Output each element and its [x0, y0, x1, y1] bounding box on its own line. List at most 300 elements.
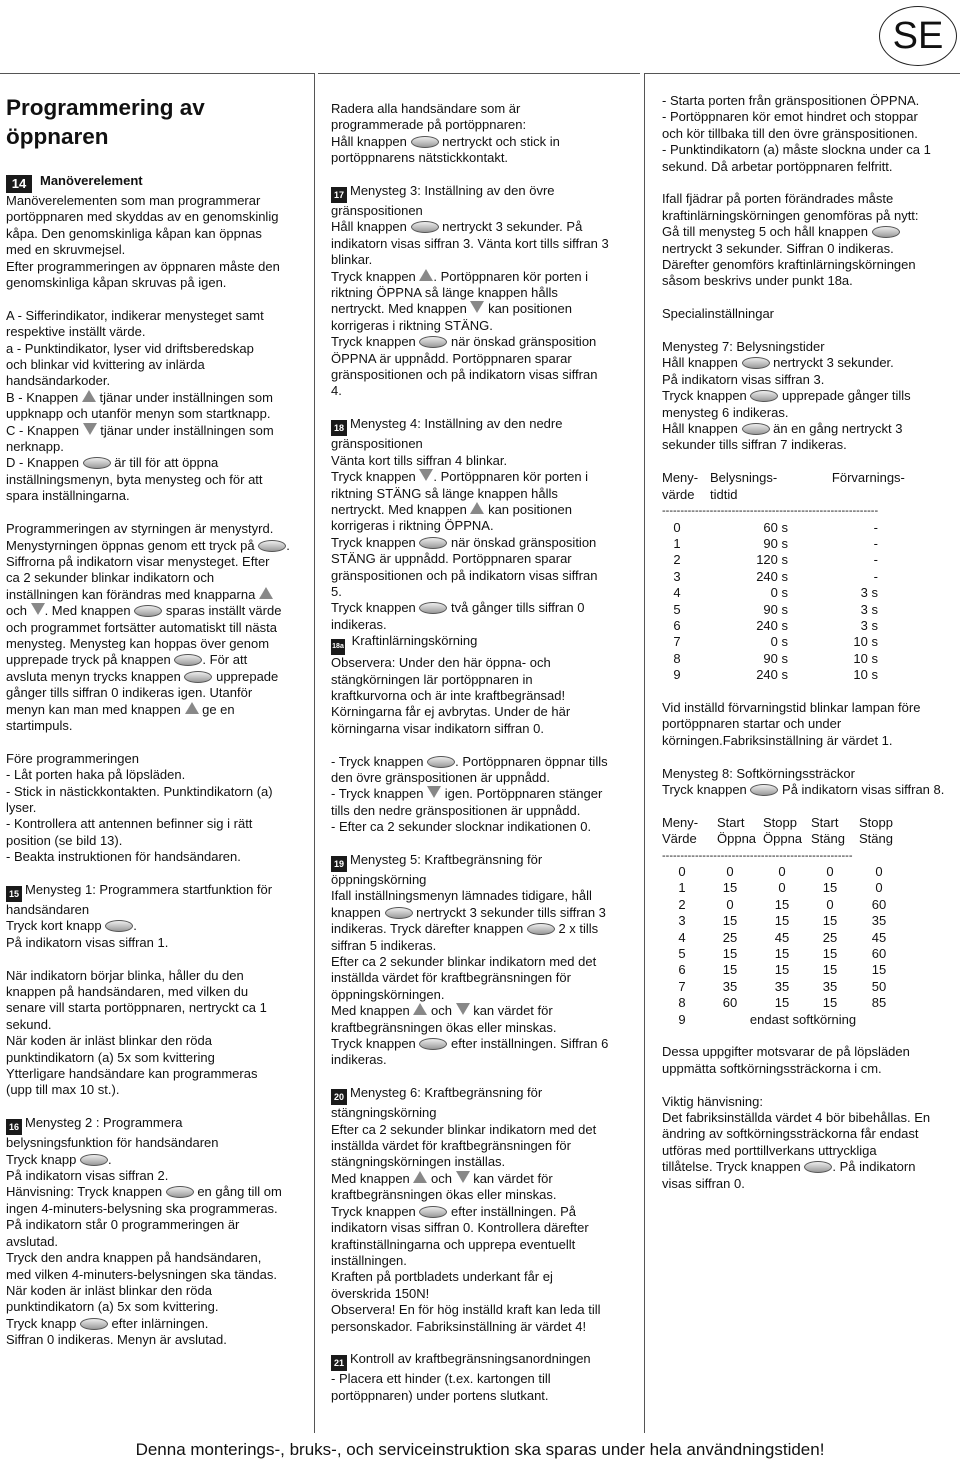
para: kraftkurvorna och är inte kraftbegränsad!: [331, 687, 566, 703]
down-arrow-icon: [470, 301, 484, 313]
heading-text: Menysteg 1: Programmera startfunktion för: [25, 882, 273, 897]
para: Vänta kort tills siffran 4 blinkar.: [331, 452, 508, 468]
para: [331, 600, 636, 616]
prog-button-icon: [750, 784, 778, 796]
prog-button-icon: [105, 920, 133, 932]
column-1: [6, 93, 306, 1349]
para: utföras med porttillverkans uttryckliga: [662, 1142, 877, 1158]
text: Tryck knappen: [331, 469, 420, 485]
text: Tryck knapp: [6, 1151, 80, 1167]
title-line: öppnaren: [6, 124, 109, 149]
para: [331, 1171, 636, 1187]
section-18-heading: [331, 416, 636, 436]
text: avsluta menyn trycks knappen: [6, 668, 185, 684]
table-cell: 15: [722, 946, 738, 962]
table-cell: 90 s: [763, 601, 788, 617]
table-cell: 45: [774, 929, 790, 945]
para: körningarna visar indikatorn siffran 0.: [331, 720, 544, 736]
table-cell: 0: [678, 863, 686, 879]
para: [662, 782, 958, 798]
down-arrow-icon: [83, 423, 97, 435]
para: menysteg 6 indikeras.: [662, 404, 789, 420]
special-heading: Specialinställningar: [662, 306, 775, 322]
table-cell: -: [873, 552, 878, 568]
before-prog: lyser.: [6, 799, 37, 815]
text: och: [427, 1003, 456, 1019]
text: och: [427, 1170, 456, 1186]
text: Tryck knappen: [331, 1036, 420, 1052]
para: Kraften på portbladets underkant får ej: [331, 1269, 553, 1285]
divider-line: [318, 73, 640, 74]
prog-button-icon: [385, 907, 413, 919]
page-title: [6, 93, 306, 151]
para: - Efter ca 2 sekunder slocknar indikationen 0.: [331, 819, 592, 835]
legend-b: uppknapp och utanför menyn som startknapp.: [6, 406, 271, 422]
para: [331, 535, 636, 551]
text: . Med knappen: [44, 603, 135, 619]
up-arrow-icon: [82, 390, 96, 402]
para: och programmet fortsätter automatiskt till nästa: [6, 619, 277, 635]
section-16-heading: belysningsfunktion för handsändaren: [6, 1135, 219, 1151]
heading-text: Menysteg 5: Kraftbegränsning för: [350, 852, 543, 867]
table-cell: 15: [722, 913, 738, 929]
table-cell: 50: [871, 978, 887, 994]
table-cell: 25: [722, 929, 738, 945]
para: Programmeringen av styrningen är menystyrd.: [6, 521, 274, 537]
section-number-21: 21: [331, 1355, 347, 1371]
prog-button-icon: [527, 923, 555, 935]
table-cell: 15: [822, 913, 838, 929]
section-number-15: 15: [6, 886, 22, 902]
before-prog: - Stick in nästickkontakten. Punktindikatorn (a): [6, 783, 273, 799]
para: När indikatorn börjar blinka, håller du den: [6, 967, 244, 983]
section-18-heading: gränspositionen: [331, 436, 423, 452]
intro-line: genomskinliga kåpan skruvas på igen.: [6, 275, 227, 291]
text: Med knappen: [331, 1170, 414, 1186]
para: [331, 334, 636, 350]
table-cell: 10 s: [853, 634, 878, 650]
para: - Portöppnaren kör emot hindret och stoppar: [662, 109, 918, 125]
table-cell: -: [873, 535, 878, 551]
para: Därefter genomförs kraftinlärningskörningen: [662, 257, 916, 273]
table-cell: 7: [678, 978, 686, 994]
text: knappen: [331, 904, 385, 920]
table-cell: 0: [826, 896, 834, 912]
para: med vilken 4-minuters-belysningen ska tändas.: [6, 1266, 277, 1282]
section-17-heading: gränspositionen: [331, 203, 423, 219]
para: punktindikatorn (a) 5x som kvittering: [6, 1049, 215, 1065]
text: - Tryck knappen: [331, 786, 428, 802]
down-arrow-icon: [419, 469, 433, 481]
para: ändring av softkörningssträckorna får endast: [662, 1126, 919, 1142]
text: ge en: [198, 701, 235, 717]
table-row: [662, 618, 878, 634]
text: nertryckt. Med knappen: [331, 501, 471, 517]
para: (upp till max 10 st.).: [6, 1082, 120, 1098]
table-cell: 15: [871, 962, 887, 978]
table-row: [662, 602, 878, 618]
heading-text: Manöverelement: [40, 173, 143, 188]
text: igen. Portöppnaren stänger: [441, 786, 603, 802]
before-prog: Före programmeringen: [6, 750, 139, 766]
intro-line: portöppnaren med skyddas av en genomskinlig: [6, 209, 279, 225]
para: och kör tillbaka till den övre gränspositionen.: [662, 125, 918, 141]
para: punktindikatorn (a) 5x som kvittering.: [6, 1299, 219, 1315]
table-row: [662, 913, 904, 929]
text: Håll knappen: [331, 133, 411, 149]
prog-button-icon: [750, 390, 778, 402]
section-15-heading: handsändaren: [6, 902, 90, 917]
table-row: [662, 651, 878, 667]
para: Dessa uppgifter motsvarar de på löpsläden: [662, 1044, 910, 1060]
table-cell: 15: [822, 946, 838, 962]
table-cell: 240 s: [756, 617, 788, 633]
text: . På indikatorn: [832, 1159, 916, 1175]
para: nertryckt 3 sekunder. Siffran 0 indikeras.: [662, 240, 894, 256]
table-header: [832, 487, 958, 503]
table-row: [662, 1012, 904, 1028]
text: .: [286, 537, 290, 553]
legend-d: spara inställningarna.: [6, 488, 130, 504]
table-header-row: [662, 470, 958, 486]
table-cell: 15: [774, 995, 790, 1011]
para: visas siffran 0.: [662, 1175, 745, 1191]
section-number-18a: 18a: [331, 639, 345, 655]
text: upprepade gånger tills: [778, 388, 911, 404]
legend-c: nerknapp.: [6, 439, 64, 455]
table-cell: -: [873, 519, 878, 535]
text: Tryck knappen: [331, 268, 420, 284]
para: [6, 587, 306, 603]
table-cell: 0: [778, 863, 786, 879]
para: indikeras.: [331, 616, 387, 632]
prog-button-icon: [419, 537, 447, 549]
table-cell: 60: [871, 896, 887, 912]
table-cell: 8: [673, 650, 681, 666]
table-cell: 35: [822, 978, 838, 994]
section-15-heading: [6, 882, 306, 902]
para: portöppnarens nätstickkontakt.: [331, 150, 509, 166]
text: nertryckt 3 sekunder. På: [438, 219, 583, 235]
para: Observera: Under den här öppna- och: [331, 655, 551, 671]
table-cell: 0 s: [770, 585, 788, 601]
table-row: [662, 634, 878, 650]
prog-button-icon: [419, 1038, 447, 1050]
legend-dot: och blinkar vid kvittering av inlärda: [6, 357, 205, 373]
para: portöppnaren) under portens slutkant.: [331, 1387, 549, 1403]
text: Menystyrningen öppnas genom ett tryck på: [6, 537, 259, 553]
text: än en gång nertryckt 3: [769, 421, 903, 437]
para: indikatorn visas siffran 3. Vänta kort tills siffran 3: [331, 235, 609, 251]
text: Håll knappen: [662, 355, 742, 371]
legend-d: inställningsmenyn, byta menysteg och för att: [6, 471, 263, 487]
table-cell: 15: [822, 995, 838, 1011]
para: [331, 469, 636, 485]
para: Efter ca 2 sekunder blinkar indikatorn med det: [331, 954, 597, 970]
para: Ytterligare handsändare kan programmeras: [6, 1066, 258, 1082]
prog-button-icon: [742, 423, 770, 435]
prog-button-icon: [419, 336, 447, 348]
table-cell: 60: [722, 995, 738, 1011]
para: den övre gränspositionen är uppnådd.: [331, 769, 550, 785]
table-header: Öppna: [763, 831, 803, 847]
text: Med knappen: [331, 1003, 414, 1019]
legend-d: [6, 455, 306, 471]
para: korrigeras i riktning ÖPPNA.: [331, 518, 494, 534]
table-cell: 15: [774, 913, 790, 929]
table-cell: 240 s: [756, 667, 788, 683]
section-18a-heading: [331, 633, 636, 655]
para: Ifall inställningsmenyn lämnades tidigare, håll: [331, 888, 592, 904]
para: 5.: [331, 583, 342, 599]
para: tills den nedre gränspositionen är uppnådd.: [331, 802, 581, 818]
up-arrow-icon: [413, 1003, 427, 1015]
para: körningen.Fabriksinställning är värdet 1.: [662, 732, 893, 748]
table-divider: -----------------------------------------------------------: [662, 505, 879, 518]
text: Tryck knappen: [331, 1203, 420, 1219]
menu7-heading: Menysteg 7: Belysningstider: [662, 339, 825, 355]
section-16-heading: [6, 1115, 306, 1135]
table-row: [662, 946, 904, 962]
text: efter inställningen. På: [447, 1203, 577, 1219]
text: inställningen kan förändras med knapparna: [6, 586, 259, 602]
text: På indikatorn visas siffran 8.: [778, 781, 945, 797]
para: Vid inställd förvarningstid blinkar lampan före: [662, 699, 921, 715]
table-cell: 0: [875, 863, 883, 879]
up-arrow-icon: [470, 502, 484, 514]
text: Håll knappen: [331, 219, 411, 235]
para: 4.: [331, 383, 342, 399]
legend-dot: handsändarkoder.: [6, 373, 111, 389]
legend-c: [6, 423, 306, 439]
text: tillåtelse. Tryck knappen: [662, 1159, 805, 1175]
text: . För att: [202, 652, 248, 668]
table-cell: -: [873, 568, 878, 584]
text: menyn kan man med knappen: [6, 701, 185, 717]
para: Viktig hänvisning:: [662, 1093, 763, 1109]
text: Tryck knappen: [331, 334, 420, 350]
para: [662, 388, 958, 404]
heading-text: Kontroll av kraftbegränsningsanordningen: [350, 1351, 591, 1367]
table-cell: 35: [774, 978, 790, 994]
table-cell: 3: [678, 913, 686, 929]
table-row: [662, 864, 904, 880]
table-cell: 2: [673, 552, 681, 568]
heading-text: Menysteg 3: Inställning av den övre: [350, 183, 555, 199]
footer-note: Denna monterings-, bruks-, och serviceinstruktion ska sparas under hela användningstiden!: [135, 1440, 825, 1459]
text: . Portöppnaren kör porten i: [433, 469, 589, 485]
table-cell: 15: [722, 880, 738, 896]
table-header: tidtid: [710, 486, 738, 502]
table-cell: 3 s: [860, 601, 878, 617]
divider-line: [0, 73, 314, 74]
para: kraftinlärningskörningen genomföras på nytt:: [662, 207, 919, 223]
text: en gång till om: [193, 1184, 282, 1200]
para: kraftinställningarna och upprepa eventuellt: [331, 1236, 576, 1252]
text: Tryck kort knapp: [6, 918, 106, 934]
para: [331, 269, 636, 285]
table-cell: 2: [678, 896, 686, 912]
table-header-row: [662, 487, 958, 503]
table-header: Förvarnings-: [831, 470, 905, 486]
text: nertryckt 3 sekunder tills siffran 3: [412, 904, 606, 920]
para: senare vill starta portöppnaren, nertryckt ca 1: [6, 1000, 267, 1016]
language-badge: SE: [879, 6, 957, 66]
para: Ifall fjädrar på porten förändrades måste: [662, 191, 894, 207]
para: [6, 652, 306, 668]
text: Gå till menysteg 5 och håll knappen: [662, 224, 872, 240]
para: Radera alla handsändare som är: [331, 101, 521, 116]
table-cell: 35: [722, 978, 738, 994]
text: när önskad gränsposition: [447, 334, 597, 350]
para: öppningskörningen.: [331, 986, 445, 1002]
para: uppmätta softkörningssträckorna i cm.: [662, 1060, 882, 1076]
table-cell: 9: [678, 1011, 686, 1027]
para: [662, 224, 958, 240]
para: portöppnaren startar och under: [662, 716, 842, 732]
text: kan positionen: [484, 501, 572, 517]
prog-button-icon: [804, 1161, 832, 1173]
text: efter inställningen. Siffran 6: [447, 1036, 609, 1052]
para: [662, 421, 958, 437]
para: gånger tills siffran 0 indikeras igen. Utanför: [6, 685, 253, 701]
intro-line: Manöverelementen som man programmerar: [6, 193, 261, 208]
prog-button-icon: [411, 221, 439, 233]
text: .: [133, 918, 137, 934]
para: [331, 1204, 636, 1220]
text: .: [107, 1151, 112, 1167]
prog-button-icon: [80, 1318, 108, 1330]
table-cell: 0: [875, 880, 883, 896]
text: efter inlärningen.: [107, 1315, 209, 1331]
text: kan värdet för: [469, 1170, 553, 1186]
table-header: Värde: [662, 831, 697, 847]
legend-a: A - Sifferindikator, indikerar menysteget samt: [6, 307, 264, 323]
para: [331, 905, 636, 921]
para: Det fabriksinställda värdet 4 bör bibehållas. En: [662, 1110, 931, 1126]
section-14-heading: [6, 173, 306, 193]
para: gränspositionen och på indikatorn visas siffran: [331, 567, 598, 583]
text: Tryck knappen: [662, 388, 751, 404]
table-cell: 85: [871, 995, 887, 1011]
para: När koden är inläst blinkar den röda: [6, 1282, 212, 1298]
para: riktning STÄNG så länge knappen hålls: [331, 485, 558, 501]
section-19-heading: [331, 852, 636, 872]
para: Siffran 0 indikeras. Menyn är avslutad.: [6, 1332, 227, 1348]
text: nertryckt. Med knappen: [331, 301, 471, 317]
prog-button-icon: [174, 654, 202, 666]
para: startimpuls.: [6, 717, 73, 733]
prog-button-icon: [184, 671, 212, 683]
prog-button-icon: [742, 357, 770, 369]
prog-button-icon: [166, 1186, 194, 1198]
text: är till för att öppna: [110, 455, 219, 471]
table-header: värde: [662, 486, 695, 502]
table-cell: 3: [673, 568, 681, 584]
table-header: Stäng: [859, 831, 893, 847]
para: På indikatorn visas siffran 3.: [662, 371, 825, 387]
para: personskador. Fabriksinställning är värdet 4!: [331, 1318, 587, 1334]
text: när önskad gränsposition: [447, 534, 597, 550]
before-prog: - Beakta instruktionen för handsändaren.: [6, 849, 241, 865]
table-header: Meny-: [662, 470, 699, 486]
table-row: [662, 552, 878, 568]
para: menysteg. Menysteg kan hoppas över genom: [6, 635, 270, 651]
section-number-14: 14: [6, 175, 32, 193]
legend-b: [6, 390, 306, 406]
legend-dot: a - Punktindikator, lyser vid driftsberedskap: [6, 340, 254, 356]
text: . Portöppnaren öppnar tills: [455, 753, 608, 769]
heading-text: Menysteg 2 : Programmera: [25, 1115, 183, 1131]
para: inställda värdet för kraftbegränsningen för: [331, 970, 571, 986]
section-17-heading: [331, 183, 636, 203]
para: [6, 918, 306, 934]
para: [6, 669, 306, 685]
down-arrow-icon: [427, 786, 441, 798]
text: Håll knappen: [662, 421, 742, 437]
para: avslutad.: [6, 1233, 59, 1249]
intro-line: med en skruvmejsel.: [6, 242, 126, 258]
table-cell: 45: [871, 929, 887, 945]
table-cell: 25: [822, 929, 838, 945]
para: [6, 538, 306, 554]
para: ca 2 sekunder blinkar indikatorn och: [6, 570, 215, 586]
down-arrow-icon: [456, 1003, 470, 1015]
section-number-16: 16: [6, 1119, 22, 1135]
para: När koden är inläst blinkar den röda: [6, 1033, 212, 1049]
table-cell: 90 s: [763, 650, 788, 666]
para: kraftbegränsningen ökas eller minskas.: [331, 1019, 557, 1035]
text: 2 x tills: [554, 921, 599, 937]
heading-text: Menysteg 4: Inställning av den nedre: [350, 416, 563, 432]
table-row: [662, 536, 878, 552]
para: såsom beskrivs under punkt 18a.: [662, 273, 853, 289]
table-row: [662, 667, 878, 683]
text: Tryck knappen: [331, 534, 420, 550]
table-cell: 90 s: [763, 535, 788, 551]
table-row: [662, 585, 878, 601]
para: kraftbegränsningen ökas eller minskas.: [331, 1187, 557, 1203]
down-arrow-icon: [456, 1171, 470, 1183]
prog-button-icon: [134, 605, 162, 617]
para: [331, 786, 636, 802]
para: STÄNG är uppnådd. Portöppnaren sparar: [331, 551, 572, 567]
lighting-table-body: [662, 520, 878, 684]
up-arrow-icon: [413, 1171, 427, 1183]
para: [331, 754, 636, 770]
table-header: Start: [811, 814, 839, 830]
para: stängningskörningen inställas.: [331, 1154, 506, 1170]
up-arrow-icon: [185, 702, 199, 714]
table-cell: 4: [673, 585, 681, 601]
table-cell: 0: [778, 880, 786, 896]
table-row: [662, 569, 878, 585]
para: blinkar.: [331, 252, 373, 268]
table-cell: 15: [774, 962, 790, 978]
para: Körningarna får ej avbrytas. Under de här: [331, 704, 571, 720]
prog-button-icon: [258, 540, 286, 552]
softrun-table-body: [662, 864, 904, 1028]
para: [662, 1159, 958, 1175]
para: siffran 5 indikeras.: [331, 937, 437, 953]
para: indikatorn visas siffran 0. Kontrollera därefter: [331, 1220, 589, 1236]
table-cell: endast softkörning: [749, 1011, 857, 1027]
table-cell: 8: [678, 995, 686, 1011]
before-prog: position (se bild 13).: [6, 832, 123, 848]
para: [331, 301, 636, 317]
table-cell: 5: [678, 946, 686, 962]
text: två gånger tills siffran 0: [447, 600, 585, 616]
